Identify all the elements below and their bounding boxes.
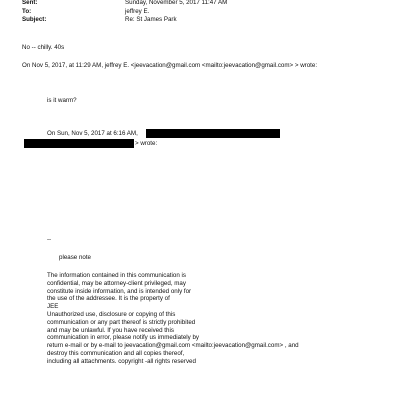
disclaimer-line: Unauthorized use, disclosure or copying of this [47, 310, 176, 318]
header-subject-row [22, 16, 382, 24]
quote2-header-prefix: On Sun, Nov 5, 2017 at 6:16 AM, [47, 130, 138, 137]
disclaimer-block [47, 272, 347, 366]
to-label: To: [22, 8, 32, 15]
disclaimer-line: JEE [47, 303, 59, 311]
disclaimer-line: The information contained in this communication is [47, 272, 186, 279]
disclaimer-line: the use of the addressee. It is the property of [47, 295, 170, 303]
sent-label: Sent: [22, 0, 38, 6]
reply-text: No -- chilly. 40s [22, 44, 65, 51]
to-value: jeffrey E. [125, 8, 150, 15]
redaction-box [146, 129, 280, 138]
disclaimer-line: communication or any part thereof is strictly prohibited [47, 318, 196, 326]
disclaimer-line: communication in error, please notify us immediately by [47, 334, 200, 342]
subject-value: Re: St James Park [125, 16, 177, 23]
signature-separator: -- [47, 236, 52, 243]
disclaimer-line: including all attachments. copyright -all rights reserved [47, 357, 196, 365]
subject-label: Subject: [22, 16, 47, 23]
please-note: please note [59, 254, 91, 261]
sent-value: Sunday, November 5, 2017 11:47 AM [125, 0, 228, 6]
quote1-text: is it warm? [47, 97, 77, 104]
header-to-row [22, 8, 382, 16]
disclaimer-line: constitute inside information, and is intended only for [47, 287, 192, 295]
quote2-header-suffix: > wrote: [135, 140, 158, 147]
quote1-header: On Nov 5, 2017, at 11:29 AM, jeffrey E. <jeevacation@gmail.com <mailto:jeevacation@gmail.com> > wrote: [22, 62, 318, 69]
header-sent-row [22, 0, 382, 7]
disclaimer-line: confidential, may be attorney-client privileged, may [47, 279, 186, 287]
redaction-box [24, 139, 134, 148]
disclaimer-line: return e-mail or by e-mail to jeevacation@gmail.com <mailto:jeevacation@gmail.com> , and [47, 342, 299, 350]
disclaimer-line: and may be unlawful. If you have received this [47, 326, 174, 334]
disclaimer-line: destroy this communication and all copies thereof, [47, 349, 185, 357]
